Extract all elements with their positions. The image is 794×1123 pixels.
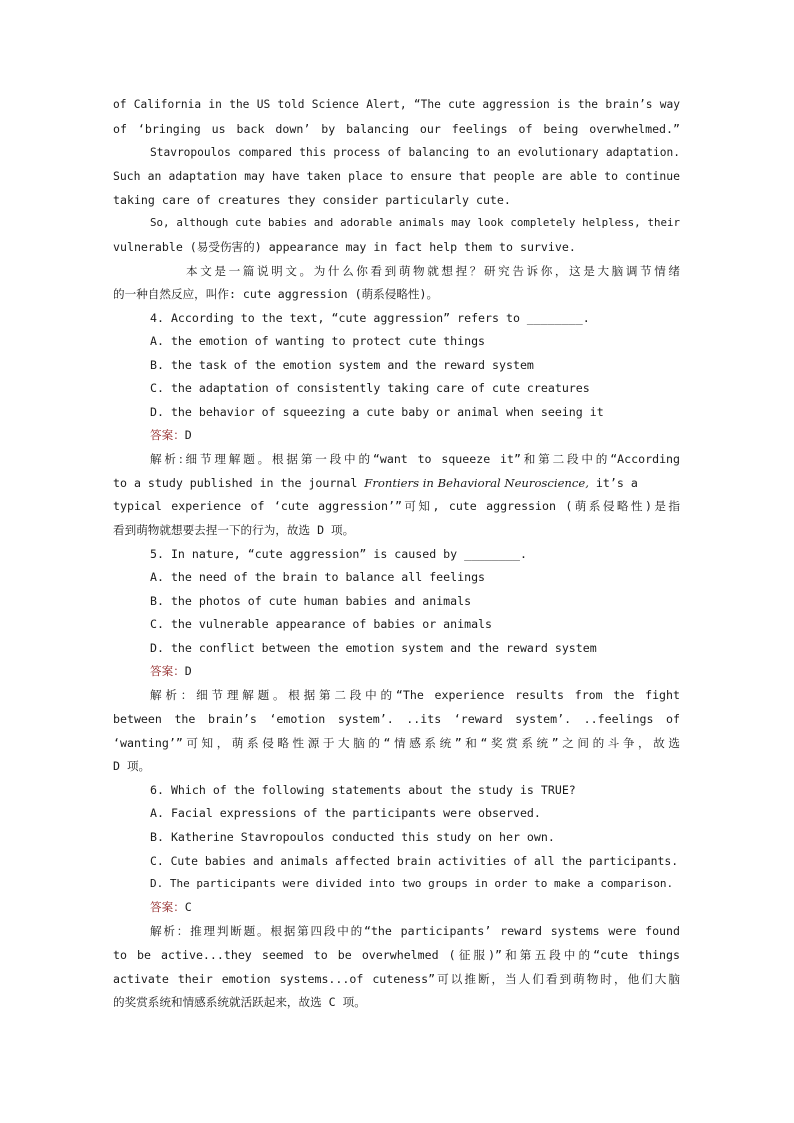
option-c: C. the adaptation of consistently taking care of cute creatures [150,381,590,395]
analysis-text: 细节理解题。根据第二段中的“The experience results from the fight [196,688,680,702]
analysis-line: to be active...they seemed to be overwhelmed (征服)”和第五段中的“cute things [113,948,680,962]
question-stem: 5. In nature, “cute aggression” is caused by ________. [150,547,527,561]
analysis-line: ‘wanting’”可知，萌系侵略性源于大脑的“情感系统”和“奖赏系统”之间的斗争，故选 [113,736,680,750]
option-a: A. the emotion of wanting to protect cute things [150,334,486,348]
analysis-text: it’s a [588,476,638,490]
option-c: C. the vulnerable appearance of babies or animals [150,617,493,631]
answer-value: D [184,664,192,678]
answer-line [150,425,680,445]
analysis-line: 看到萌物就想要去捏一下的行为，故选 D 项。 [113,523,355,537]
passage-line: Stavropoulos compared this process of balancing to an evolutionary adaptation. [150,146,680,159]
analysis-line: activate their emotion systems...of cuteness”可以推断，当人们看到萌物时，他们大脑 [113,972,680,986]
answer-line [150,897,680,917]
answer-label: 答案： [150,664,185,678]
analysis-line: between the brain’s ‘emotion system’. ..its ‘reward system’. ..feelings of [113,712,680,726]
analysis-line [113,473,680,493]
option-d: D. The participants were divided into two groups in order to make a comparison. [150,877,674,890]
option-b: B. Katherine Stavropoulos conducted this study on her own. [150,830,555,844]
passage-line: of ‘bringing us back down’ by balancing our feelings of being overwhelmed.” [113,122,680,136]
option-d: D. the behavior of squeezing a cute baby or animal when seeing it [150,405,604,419]
option-c: C. Cute babies and animals affected brain activities of all the participants. [150,854,679,868]
option-b: B. the task of the emotion system and the reward system [150,358,534,372]
answer-label: 答案： [150,428,185,442]
analysis-line: typical experience of ‘cute aggression’”可知, cute aggression (萌系侵略性)是指 [113,499,680,513]
analysis-line [150,921,680,941]
analysis-text: 推理判断题。根据第四段中的“the participants’ reward systems were found [190,924,680,938]
option-b: B. the photos of cute human babies and animals [150,594,472,608]
answer-value: C [184,900,192,914]
answer-value: D [184,428,192,442]
analysis-text: to a study published in the journal [113,476,365,490]
passage-line: vulnerable (易受伤害的) appearance may in fact help them to survive. [113,240,576,254]
analysis-label: 解析： [150,924,191,938]
option-a: A. the need of the brain to balance all feelings [150,570,486,584]
summary-line: 的一种自然反应，叫作: cute aggression (萌系侵略性)。 [113,287,439,301]
summary-line: 本文是一篇说明文。为什么你看到萌物就想捏？研究告诉你，这是大脑调节情绪 [186,264,680,278]
option-d: D. the conflict between the emotion system and the reward system [150,641,597,655]
analysis-line: 的奖赏系统和情感系统就活跃起来，故选 C 项。 [113,995,366,1009]
answer-line [150,661,680,681]
analysis-label: 解析: [150,452,183,466]
passage-line: Such an adaptation may have taken place to ensure that people are able to continue [113,169,680,183]
question-stem: 6. Which of the following statements about the study is TRUE? [150,783,576,797]
analysis-text: 细节理解题。根据第一段中的“want to squeeze it”和第二段中的“According [182,452,681,466]
passage-line: of California in the US told Science Alert, “The cute aggression is the brain’s way [113,98,680,111]
analysis-line [150,685,680,705]
passage-line: So, although cute babies and adorable animals may look completely helpless, their [150,216,680,229]
analysis-line: D 项。 [113,759,151,773]
answer-label: 答案： [150,900,185,914]
journal-title: Frontiers in Behavioral Neuroscience, [364,476,589,490]
analysis-line [150,449,680,469]
passage-line: taking care of creatures they consider particularly cute. [113,193,511,207]
analysis-label: 解析： [150,688,197,702]
question-stem: 4. According to the text, “cute aggression” refers to ________. [150,311,590,325]
option-a: A. Facial expressions of the participants were observed. [150,806,541,820]
